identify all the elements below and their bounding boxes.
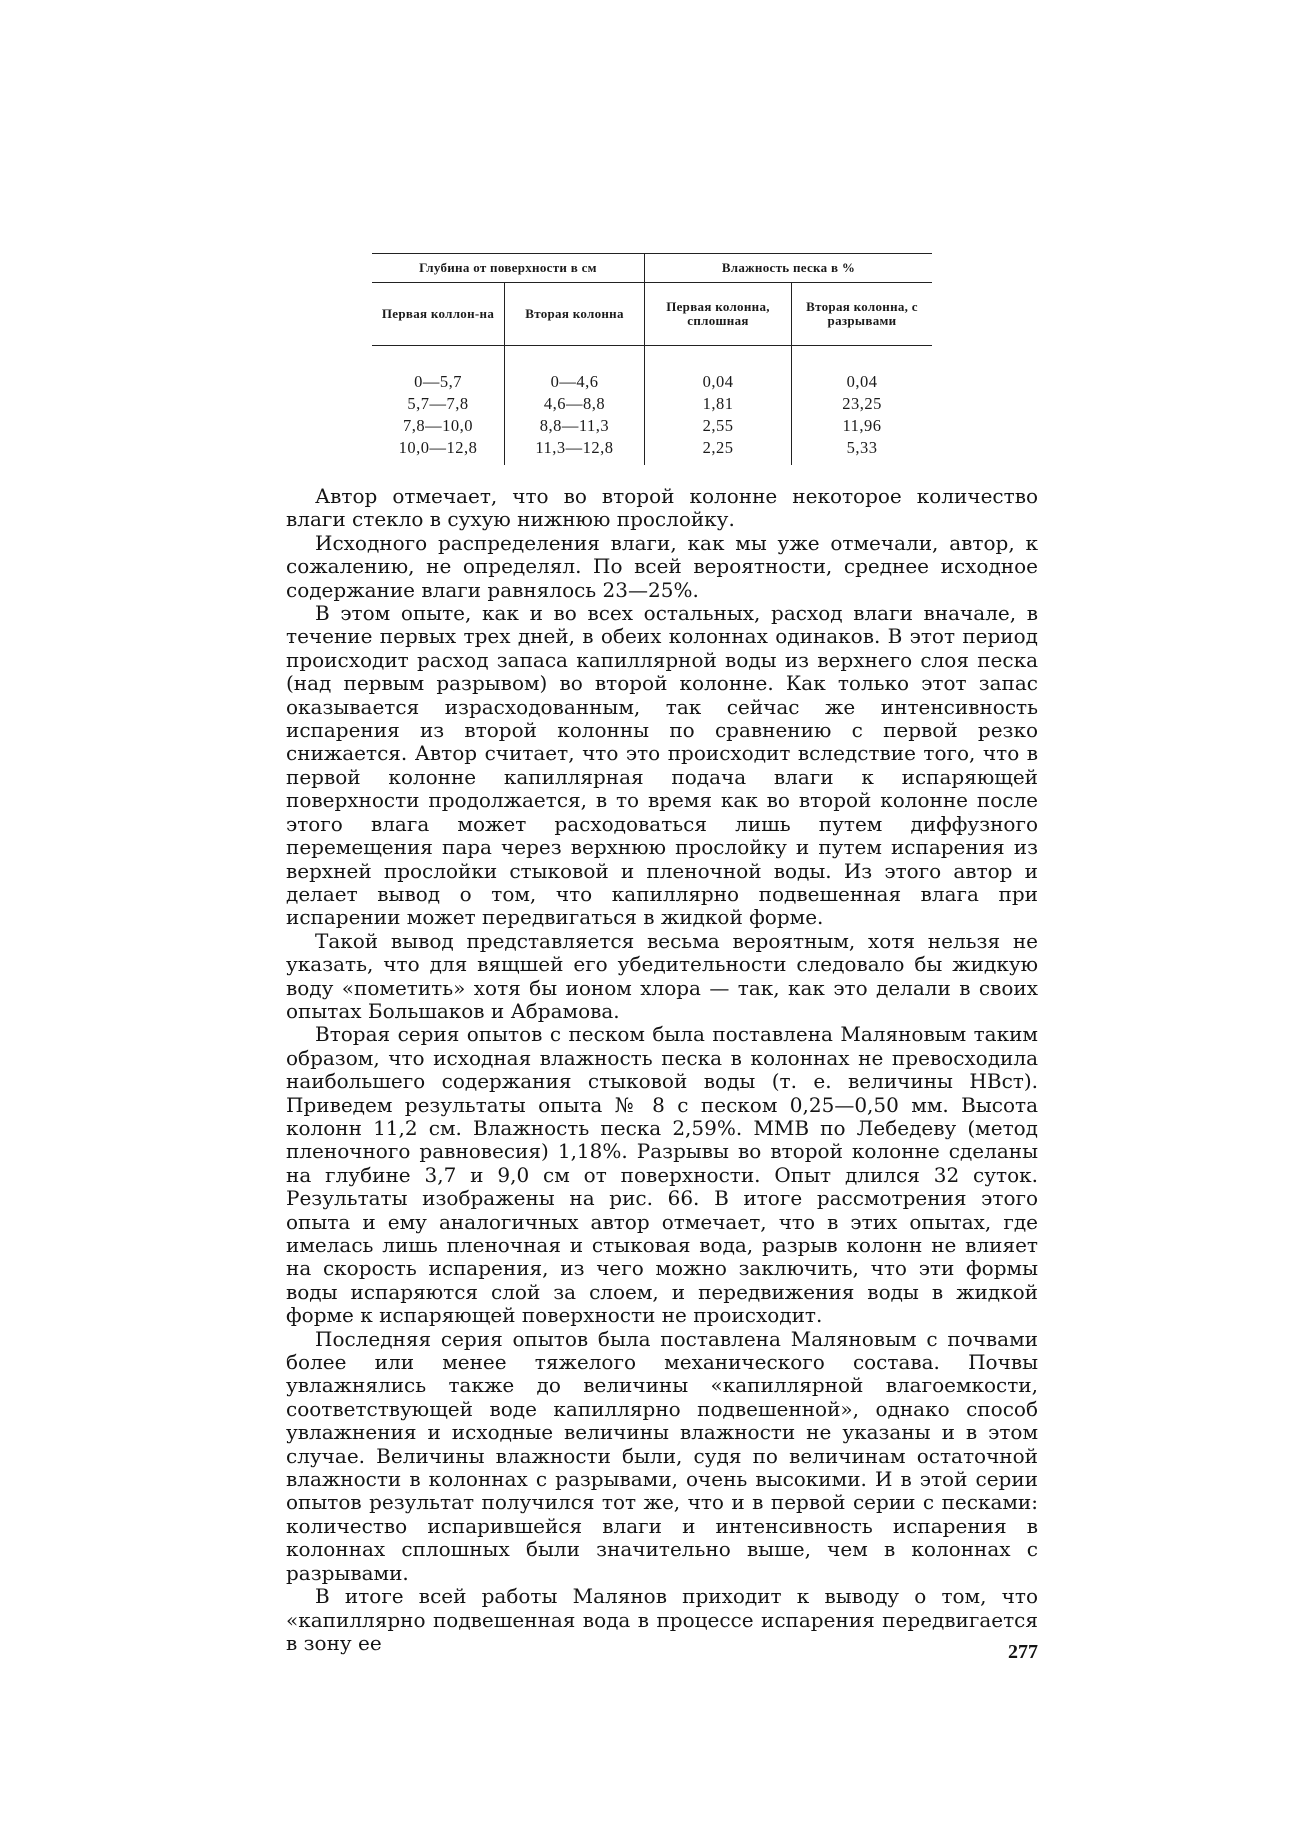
table-cell: 11,3—12,8 bbox=[505, 437, 645, 465]
paragraph: В итоге всей работы Малянов приходит к выводу о том, что «капиллярно подвешенная вода в процессе испарения передвигается в зону ее bbox=[286, 1584, 1038, 1655]
table-cell: 8,8—11,3 bbox=[505, 415, 645, 437]
paragraph: Вторая серия опытов с песком была поставлена Маляновым таким образом, что исходная влажность песка в колоннах не превосходила наибольшего содержания стыковой воды (т. е. величины НВст). Приведем результаты опыта № 8 с песком 0,25—0,50 мм. Высота колонн 11,2 см. Влажность песка 2,59%. ММВ по Лебедеву (метод пленочного равновесия) 1,18%. Разрывы во второй колонне сделаны на глубине 3,7 и 9,0 см от поверхности. Опыт длился 32 суток. Результаты изображены на рис. 66. В итоге рассмотрения этого опыта и ему аналогичных автор отмечает, что в этих опытах, где имелась лишь пленочная и стыковая вода, разрыв колонн не влияет на скорость испарения, из чего можно заключить, что эти формы воды испаряются слой за слоем, и передвижения воды в жидкой форме к испаряющей поверхности не происходит. bbox=[286, 1022, 1038, 1328]
moisture-table bbox=[372, 253, 932, 465]
paragraph: Исходного распределения влаги, как мы уже отмечали, автор, к сожалению, не определял. По всей вероятности, среднее исходное содержание влаги равнялось 23—25%. bbox=[286, 530, 1038, 602]
table-cell: 2,25 bbox=[645, 437, 792, 465]
table-row bbox=[372, 437, 932, 465]
body-text bbox=[286, 485, 1038, 1655]
paragraph: Автор отмечает, что во второй колонне некоторое количество влаги стекло в сухую нижнюю прослойку. bbox=[286, 484, 1038, 532]
table-cell: 0—5,7 bbox=[414, 372, 462, 391]
table-cell: 11,96 bbox=[792, 415, 933, 437]
table-col-header-3: Первая колонна, сплошная bbox=[645, 283, 792, 346]
table-row bbox=[372, 371, 932, 393]
paragraph: Последняя серия опытов была поставлена Маляновым с почвами более или менее тяжелого механического состава. Почвы увлажнялись также до величины «капиллярной влагоемкости, соответствующей воде капиллярно подвешенной», однако способ увлажнения и исходные величины влажности не указаны и в этом случае. Величины влажности были, судя по величинам остаточной влажности в колоннах с разрывами, очень высокими. И в этой серии опытов результат получился тот же, что и в первой серии с песками: количество испарившейся влаги и интенсивность испарения в колоннах сплошных были значительно выше, чем в колоннах с разрывами. bbox=[286, 1326, 1038, 1585]
paragraph: В этом опыте, как и во всех остальных, расход влаги вначале, в течение первых трех дней, в обеих колоннах одинаков. В этот период происходит расход запаса капиллярной воды из верхнего слоя песка (над первым разрывом) во второй колонне. Как только этот запас оказывается израсходованным, так сейчас же интенсивность испарения из второй колонны по сравнению с первой резко снижается. Автор считает, что это происходит вследствие того, что в первой колонне капиллярная подача влаги к испаряющей поверхности продолжается, в то время как во второй колонне после этого влага может расходоваться лишь путем диффузного перемещения пара через верхнюю прослойку и путем испарения из верхней прослойки стыковой и пленочной воды. Из этого автор и делает вывод о том, что капиллярно подвешенная влага при испарении может передвигаться в жидкой форме. bbox=[286, 601, 1038, 930]
table-cell: 0,04 bbox=[645, 371, 792, 393]
table-cell: 5,33 bbox=[792, 437, 933, 465]
table-col-header-1: Первая коллон-на bbox=[372, 283, 505, 346]
table-cell: 10,0—12,8 bbox=[398, 438, 478, 457]
table-group-header-moisture: Влажность песка в % bbox=[645, 254, 933, 283]
table-cell: 23,25 bbox=[792, 393, 933, 415]
table-col-header-2: Вторая колонна bbox=[505, 283, 645, 346]
table-cell: 0—4,6 bbox=[505, 371, 645, 393]
table-row bbox=[372, 415, 932, 437]
table-cell: 1,81 bbox=[645, 393, 792, 415]
table-col-header-4: Вторая колонна, с разрывами bbox=[792, 283, 933, 346]
table-cell: 0,04 bbox=[792, 371, 933, 393]
table-cell: 4,6—8,8 bbox=[505, 393, 645, 415]
paragraph: Такой вывод представляется весьма вероятным, хотя нельзя не указать, что для вящшей его убедительности следовало бы жидкую воду «пометить» хотя бы ионом хлора — так, как это делали в своих опытах Большаков и Абрамова. bbox=[286, 928, 1038, 1023]
page-number: 277 bbox=[1008, 1641, 1038, 1663]
table-group-header-depth: Глубина от поверхности в см bbox=[372, 254, 645, 283]
table-cell: 5,7—7,8 bbox=[407, 394, 469, 413]
table-cell: 7,8—10,0 bbox=[403, 416, 473, 435]
table-row bbox=[372, 393, 932, 415]
table-cell: 2,55 bbox=[645, 415, 792, 437]
